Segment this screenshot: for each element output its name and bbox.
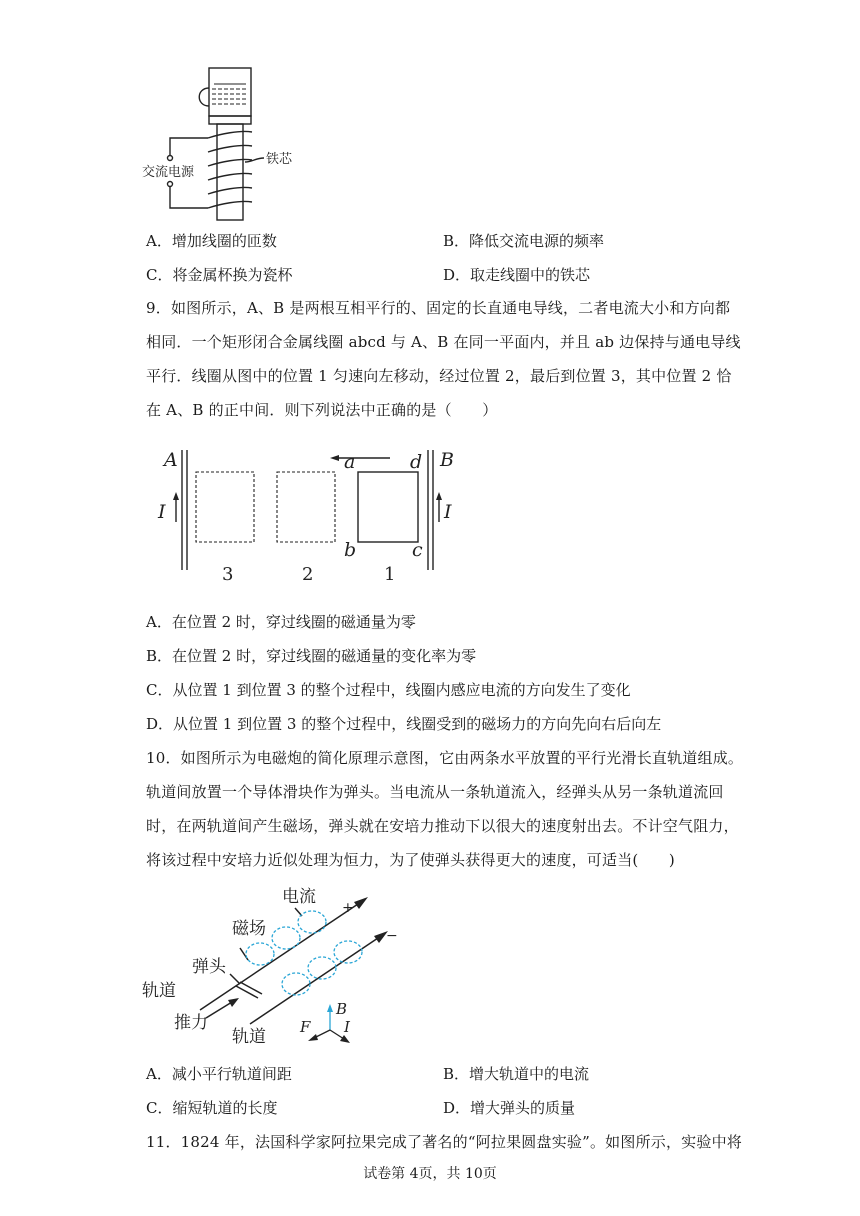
q10-option-c[interactable]: C．缩短轨道的长度 <box>146 1099 278 1117</box>
axis-f-label: F <box>300 1018 311 1036</box>
q9-stem-line-3: 平行．线圈从图中的位置 1 匀速向左移动，经过位置 2，最后到位置 3，其中位置 2 恰 <box>146 367 732 385</box>
push-label: 推力 <box>174 1013 208 1033</box>
q9-stem-line-1: 9．如图所示，A、B 是两根互相平行的、固定的长直通电导线，二者电流大小和方向都 <box>146 299 731 317</box>
current-label: 电流 <box>282 887 316 907</box>
q9-option-c[interactable]: C．从位置 1 到位置 3 的整个过程中，线圈内感应电流的方向发生了变化 <box>146 681 631 699</box>
q8-option-c[interactable]: C．将金属杯换为瓷杯 <box>146 266 293 284</box>
position-2-label: 2 <box>302 564 314 585</box>
wire-b-label: B <box>440 449 454 471</box>
q10-stem-line-3: 时，在两轨道间产生磁场，弹头就在安培力推动下以很大的速度射出去。不计空气阻力， <box>146 817 739 835</box>
q9-option-b[interactable]: B．在位置 2 时，穿过线圈的磁通量的变化率为零 <box>146 647 477 665</box>
railgun-figure <box>140 882 420 1047</box>
corner-a-label: a <box>344 451 356 473</box>
q10-stem-line-4: 将该过程中安培力近似处理为恒力，为了使弹头获得更大的速度，可适当( ) <box>146 851 675 869</box>
q10-stem-line-1: 10．如图所示为电磁炮的简化原理示意图，它由两条水平放置的平行光滑长直轨道组成。 <box>146 749 744 767</box>
q10-option-b[interactable]: B．增大轨道中的电流 <box>443 1065 590 1083</box>
q10-option-a[interactable]: A．减小平行轨道间距 <box>146 1065 292 1083</box>
q9-option-d[interactable]: D．从位置 1 到位置 3 的整个过程中，线圈受到的磁场力的方向先向右后向左 <box>146 715 662 733</box>
page-footer: 试卷第 4页，共 10页 <box>363 1166 497 1182</box>
corner-b-label: b <box>344 539 357 561</box>
current-right-label: I <box>444 501 452 523</box>
corner-d-label: d <box>410 451 423 473</box>
plus-terminal: + <box>342 900 354 916</box>
q9-option-a[interactable]: A．在位置 2 时，穿过线圈的磁通量为零 <box>146 613 416 631</box>
power-source-label: 交流电源 <box>142 165 195 180</box>
q8-option-a[interactable]: A．增加线圈的匝数 <box>146 232 277 250</box>
q8-option-b[interactable]: B．降低交流电源的频率 <box>443 232 605 250</box>
q10-stem-line-2: 轨道间放置一个导体滑块作为弹头。当电流从一条轨道流入，经弹头从另一条轨道流回 <box>146 783 724 801</box>
projectile-label: 弹头 <box>192 957 226 977</box>
position-3-label: 3 <box>222 564 234 585</box>
axis-b-label: B <box>336 1000 348 1018</box>
induction-heater-figure <box>140 62 320 227</box>
q9-stem-line-4: 在 A、B 的正中间．则下列说法中正确的是（ ） <box>146 401 498 419</box>
wire-a-label: A <box>164 449 178 471</box>
axis-i-label: I <box>344 1018 350 1036</box>
minus-terminal: − <box>386 928 398 944</box>
current-left-label: I <box>158 501 166 523</box>
rail-label-1: 轨道 <box>142 981 176 1001</box>
corner-c-label: c <box>412 539 423 561</box>
q11-stem-line-1: 11．1824 年，法国科学家阿拉果完成了著名的“阿拉果圆盘实验”。如图所示，实验中将 <box>146 1133 742 1151</box>
q8-option-d[interactable]: D．取走线圈中的铁芯 <box>443 266 591 284</box>
field-label: 磁场 <box>232 919 266 939</box>
rail-label-2: 轨道 <box>232 1027 266 1047</box>
parallel-wires-figure <box>150 440 470 590</box>
q10-option-d[interactable]: D．增大弹头的质量 <box>443 1099 576 1117</box>
iron-core-label: 铁芯 <box>266 152 293 167</box>
q9-stem-line-2: 相同．一个矩形闭合金属线圈 abcd 与 A、B 在同一平面内，并且 ab 边保持与通电导线 <box>146 333 741 351</box>
position-1-label: 1 <box>384 564 396 585</box>
